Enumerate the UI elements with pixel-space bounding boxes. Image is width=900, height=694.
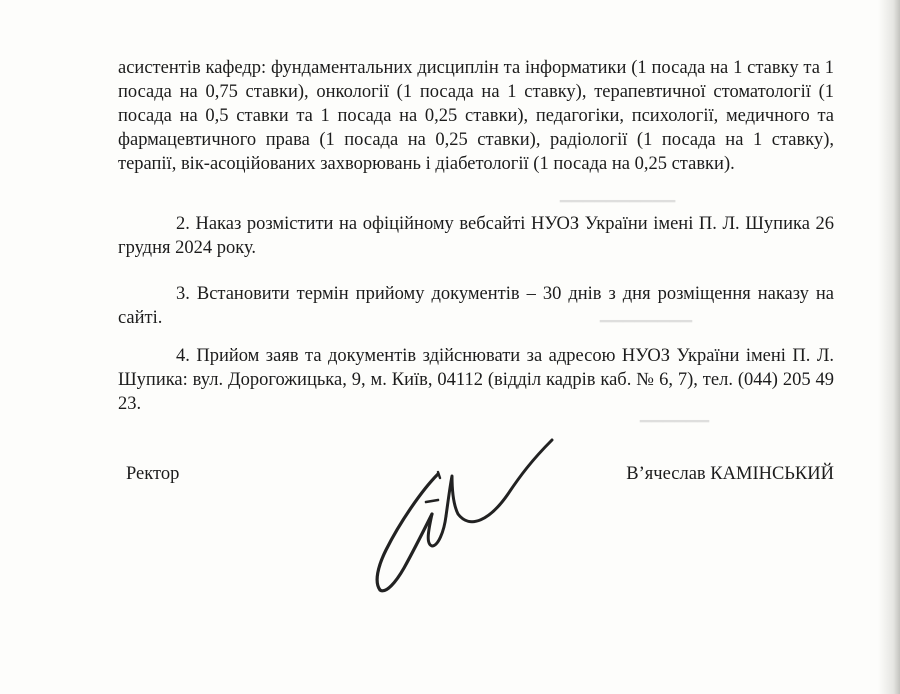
signatory-name: В’ячеслав КАМІНСЬКИЙ	[626, 464, 834, 484]
paragraph-3: 3. Встановити термін прийому документів – 30 днів з дня розміщення наказу на сайті.	[118, 284, 834, 328]
show-through-mark: ▔▔▔▔▔▔	[640, 422, 710, 438]
position-title: Ректор	[126, 464, 180, 484]
show-through-mark: ▔▔▔▔▔▔▔▔▔▔	[560, 202, 676, 218]
show-through-mark: ▔▔▔▔▔▔▔▔	[600, 322, 693, 338]
paragraph-1: асистентів кафедр: фундаментальних дисциплін та інформатики (1 посада на 1 ставку та 1 посада на 0,75 ставки), онкології (1 посада на 1 ставку), терапевтичної стоматології (1 посада на 0,5 ставки та 1 посада на 0,25 ставки), педагогіки, психології, медичного та фармацевтичного права (1 посада на 0,25 ставки), радіології (1 посада на 1 ставку), терапії, вік-асоційованих захворювань і діабетології (1 посада на 0,25 ставки).	[118, 58, 834, 174]
page-edge-shadow	[878, 0, 900, 694]
paragraph-2: 2. Наказ розмістити на офіційному вебсайті НУОЗ України імені П. Л. Шупика 26 грудня 2024 року.	[118, 214, 834, 258]
paragraph-4: 4. Прийом заяв та документів здійснювати за адресою НУОЗ України імені П. Л. Шупика: вул. Дорогожицька, 9, м. Київ, 04112 (відділ кадрів каб. № 6, 7), тел. (044) 205 49 23.	[118, 346, 834, 414]
handwritten-signature	[370, 432, 570, 602]
